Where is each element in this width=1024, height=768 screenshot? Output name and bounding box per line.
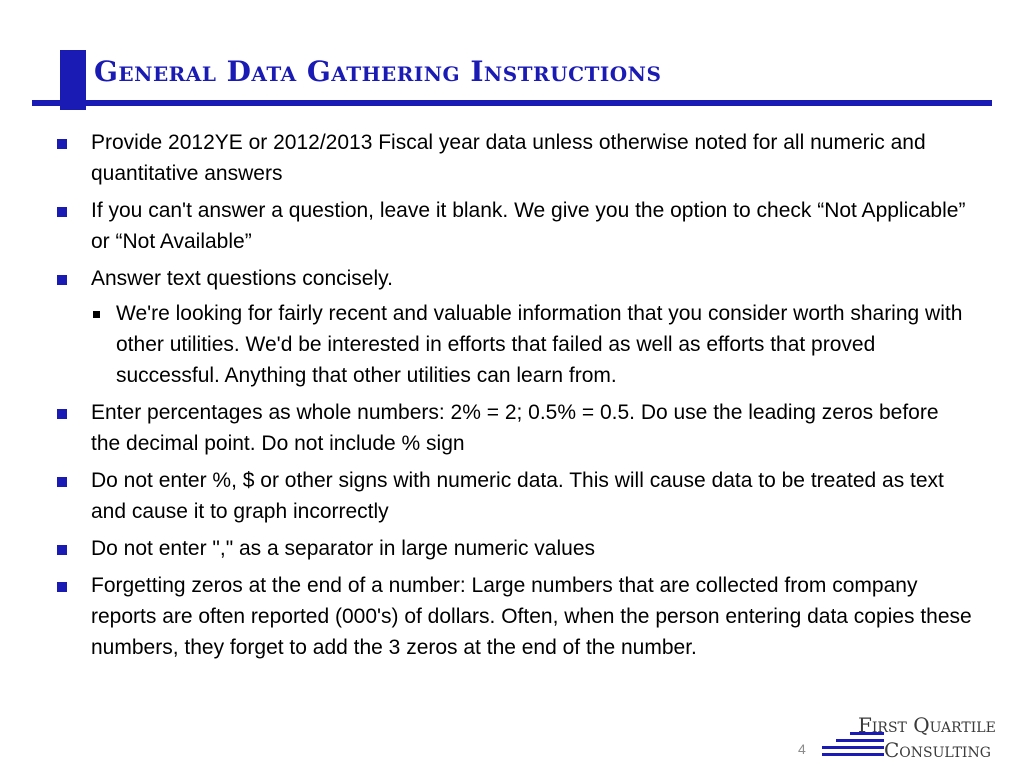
bullet-item [0, 263, 1024, 294]
bullet-text: Do not enter %, $ or other signs with numeric data. This will cause data to be treated as text and cause it to graph incorrectly [91, 469, 944, 523]
square-bullet-icon [57, 409, 67, 419]
square-bullet-icon [57, 275, 67, 285]
page-title: General Data Gathering Instructions [94, 55, 662, 88]
slide-number: 4 [798, 741, 806, 757]
logo-line-2: Consulting [884, 738, 991, 762]
title-underline-rule [32, 100, 992, 106]
square-bullet-icon [57, 139, 67, 149]
bullet-text: Answer text questions concisely. [91, 267, 393, 290]
bullet-text: If you can't answer a question, leave it blank. We give you the option to check “Not Applicable” or “Not Available” [91, 199, 966, 253]
logo-stripe [836, 739, 884, 742]
square-bullet-icon [57, 545, 67, 555]
bullet-list [0, 127, 1024, 669]
logo-stripe [822, 746, 884, 749]
bullet-text: Do not enter "," as a separator in large numeric values [91, 537, 595, 560]
sub-bullet-item [0, 298, 1024, 391]
square-bullet-icon [57, 207, 67, 217]
bullet-item [0, 570, 1024, 663]
logo-stripe [822, 753, 884, 756]
bullet-item [0, 397, 1024, 459]
first-quartile-logo [822, 712, 1022, 764]
bullet-item [0, 533, 1024, 564]
bullet-item [0, 465, 1024, 527]
logo-line-1: First Quartile [858, 713, 996, 737]
bullet-text: Forgetting zeros at the end of a number: Large numbers that are collected from company reports are often reported (000's) of dollars. Often, when the person entering data copies these numbers, they forget to add the 3 zeros at the end of the number. [91, 574, 972, 659]
sub-bullet-text: We're looking for fairly recent and valuable information that you consider worth sharing with other utilities. We'd be interested in efforts that failed as well as efforts that proved successful. Anything that other utilities can learn from. [116, 302, 963, 387]
bullet-text: Provide 2012YE or 2012/2013 Fiscal year data unless otherwise noted for all numeric and quantitative answers [91, 131, 926, 185]
bullet-item [0, 127, 1024, 189]
bullet-item [0, 195, 1024, 257]
square-bullet-icon [57, 477, 67, 487]
small-square-bullet-icon [93, 311, 100, 318]
bullet-text: Enter percentages as whole numbers: 2% = 2; 0.5% = 0.5. Do use the leading zeros before the decimal point. Do not include % sign [91, 401, 939, 455]
square-bullet-icon [57, 582, 67, 592]
